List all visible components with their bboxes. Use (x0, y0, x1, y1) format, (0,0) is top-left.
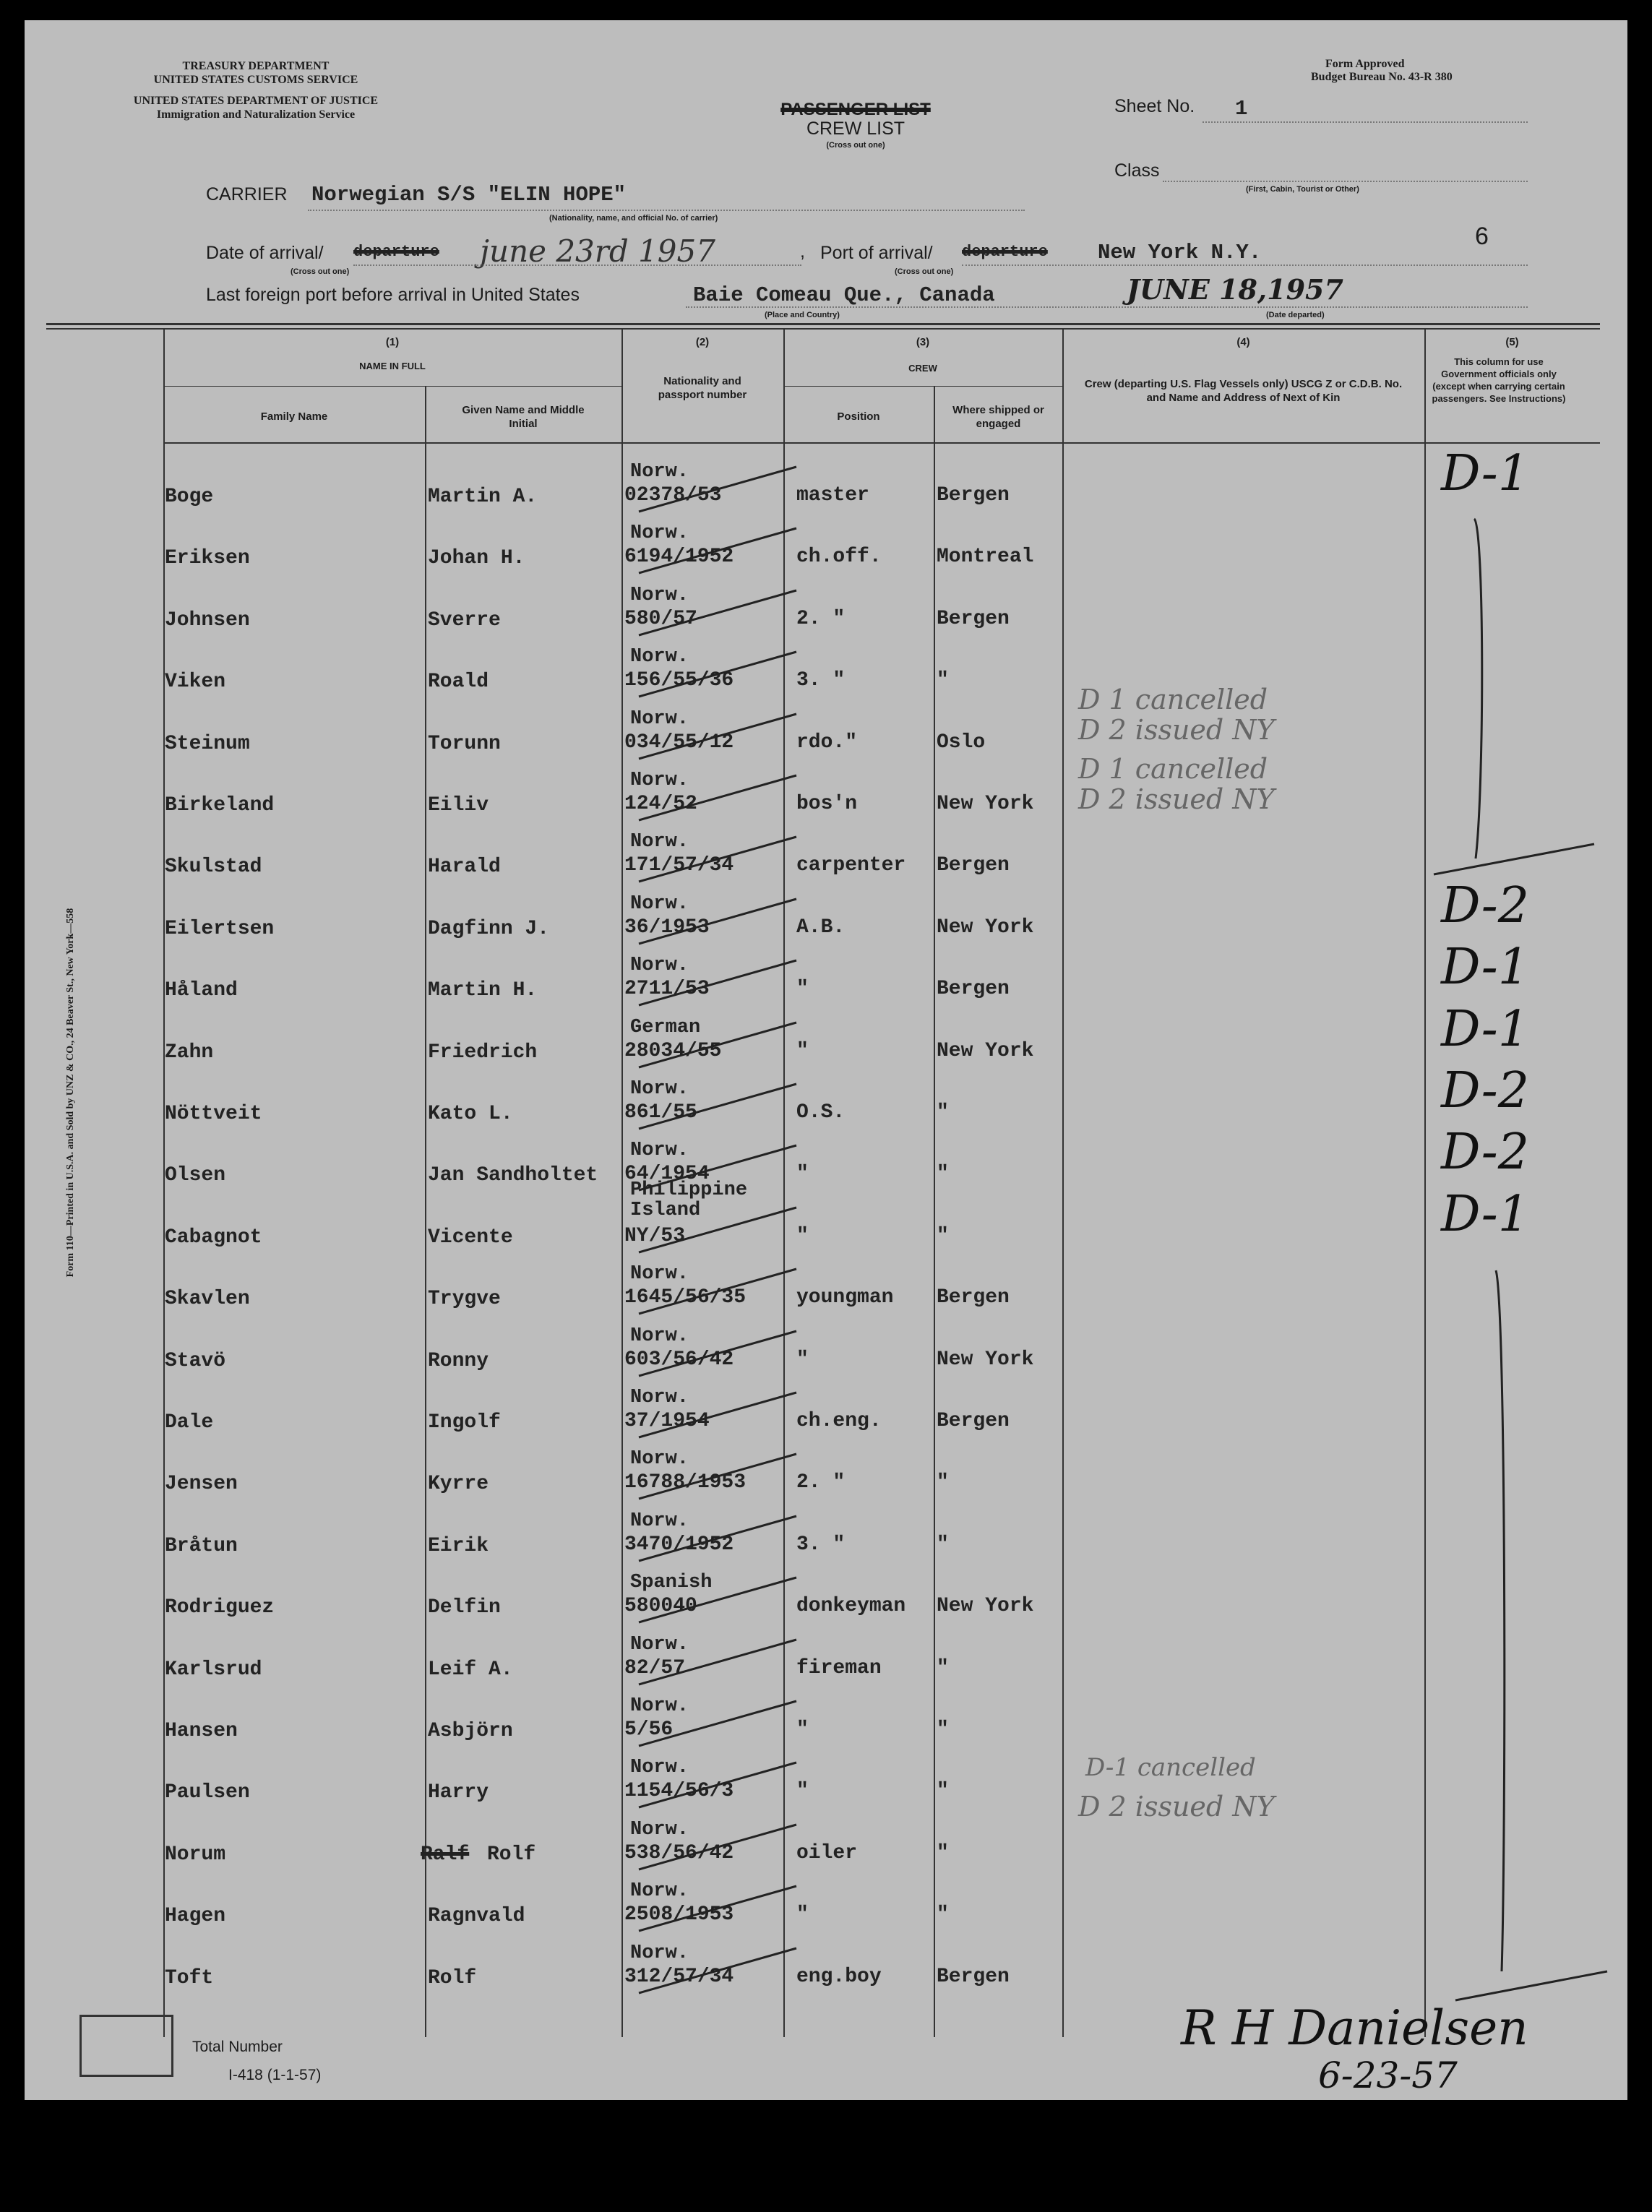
official-d-mark: D-1 (1441, 939, 1530, 996)
passport-cell: 034/55/12 (624, 731, 734, 754)
position-cell: ch.eng. (796, 1410, 882, 1432)
position-cell: oiler (796, 1842, 858, 1864)
shipped-cell: Oslo (937, 731, 986, 754)
passport-cell: 124/52 (624, 793, 697, 815)
shipped-cell: New York (937, 1040, 1034, 1062)
passport-cell: 28034/55 (624, 1040, 722, 1062)
passport-slash (639, 1023, 796, 1067)
col5-number: (5) (1505, 336, 1519, 348)
official-d-mark: D-1 (1441, 1186, 1530, 1243)
position-cell: rdo." (796, 731, 858, 754)
form-approved: Form Approved (1325, 58, 1405, 70)
nationality-cell: Spanish (630, 1572, 713, 1593)
shipped-cell: " (937, 1101, 949, 1124)
given-name-cell: Torunn (428, 733, 501, 755)
family-name-cell: Eriksen (165, 547, 250, 569)
shipped-cell: New York (937, 1595, 1034, 1617)
shipped-cell: New York (937, 1348, 1034, 1371)
col1-title: NAME IN FULL (359, 361, 426, 371)
col1-number: (1) (385, 336, 400, 348)
position-cell: " (796, 1163, 809, 1185)
official-d-mark: D-1 (1441, 1001, 1530, 1058)
nationality-cell: Norw. (630, 770, 689, 791)
port-arrival-value: New York N.Y. (1098, 241, 1262, 264)
note-birkeland-line1: D 1 cancelled (1078, 753, 1268, 785)
given-name-cell: Friedrich (428, 1041, 538, 1064)
nationality-cell: Norw. (630, 1695, 689, 1717)
passport-slash (639, 1825, 796, 1869)
nationality-cell: Norw. (630, 1510, 689, 1532)
passport-slash (639, 775, 796, 820)
given-name-cell: Leif A. (428, 1658, 513, 1681)
sheet-no-label: Sheet No. (1114, 96, 1195, 116)
position-cell: " (796, 1348, 809, 1371)
nationality-cell: Norw. (630, 955, 689, 976)
date-arrival-value: june 23rd 1957 (480, 233, 715, 269)
passport-cell: 861/55 (624, 1101, 697, 1124)
passport-slash (639, 1516, 796, 1561)
position-cell: 2. " (796, 1471, 846, 1494)
official-d-mark: D-1 (1441, 445, 1530, 502)
date-arrival-label: Date of arrival/ (206, 243, 324, 263)
date-departed-note: (Date departed) (1266, 311, 1325, 319)
passport-cell: 6194/1952 (624, 546, 734, 568)
passport-cell: 156/55/36 (624, 669, 734, 692)
position-cell: " (796, 1718, 809, 1741)
given-name-cell: Delfin (428, 1596, 501, 1619)
family-name-cell: Bråtun (165, 1535, 238, 1557)
date-departure-crossed: departure (353, 243, 439, 261)
passport-slash (639, 899, 796, 944)
passport-slash (639, 652, 796, 697)
given-name-cell: Ragnvald (428, 1905, 525, 1927)
shipped-cell: New York (937, 793, 1034, 815)
given-name-cell: Trygve (428, 1288, 501, 1310)
passport-slash (639, 714, 796, 759)
position-cell: bos'n (796, 793, 858, 815)
given-name-crossed: Ralf (421, 1843, 470, 1866)
nationality-cell: Norw. (630, 1325, 689, 1347)
port-departure-crossed: departure (962, 243, 1048, 261)
passport-cell: 1645/56/35 (624, 1286, 747, 1309)
note-hansen-line2: D 2 issued NY (1078, 1791, 1275, 1822)
family-name-cell: Toft (165, 1967, 214, 1989)
family-name-cell: Dale (165, 1411, 214, 1434)
family-name-cell: Olsen (165, 1164, 226, 1187)
family-name-cell: Stavö (165, 1350, 226, 1372)
crew-list-title: CREW LIST (806, 119, 905, 139)
agency-justice: UNITED STATES DEPARTMENT OF JUSTICE (133, 95, 379, 107)
shipped-cell: Bergen (937, 1286, 1010, 1309)
shipped-header: Where shipped or engaged (952, 404, 1044, 430)
shipped-cell: " (937, 1842, 949, 1864)
passport-cell: 1154/56/3 (624, 1780, 734, 1802)
position-cell: " (796, 1903, 809, 1926)
family-name-cell: Skavlen (165, 1288, 250, 1310)
shipped-cell: " (937, 1780, 949, 1802)
family-name-cell: Hansen (165, 1720, 238, 1742)
shipped-cell: Bergen (937, 1966, 1010, 1988)
position-cell: ch.off. (796, 546, 882, 568)
passport-cell: 02378/53 (624, 484, 722, 507)
nationality-cell: Norw. (630, 1942, 689, 1964)
nationality-cell: Norw. (630, 461, 689, 483)
family-name-cell: Håland (165, 979, 238, 1002)
nationality-cell: Norw. (630, 1757, 689, 1778)
position-cell: master (796, 484, 869, 507)
place-country-note: (Place and Country) (765, 311, 840, 319)
passport-cell: 312/57/34 (624, 1966, 734, 1988)
family-name-cell: Cabagnot (165, 1226, 262, 1249)
note-steinum-line2: D 2 issued NY (1078, 714, 1275, 746)
passport-slash (639, 528, 796, 573)
position-cell: donkeyman (796, 1595, 906, 1617)
passport-slash (639, 1454, 796, 1499)
note-birkeland-line2: D 2 issued NY (1078, 783, 1275, 815)
official-d-mark: D-2 (1441, 877, 1530, 934)
given-name-cell: Harry (428, 1781, 489, 1804)
shipped-cell: Bergen (937, 854, 1010, 877)
given-name-cell: Roald (428, 671, 489, 693)
given-name-cell: Harald (428, 856, 501, 878)
family-name-cell: Steinum (165, 733, 250, 755)
family-name-cell: Boge (165, 486, 214, 508)
page-mark: 6 (1475, 223, 1489, 250)
given-name-cell: Sverre (428, 609, 501, 632)
given-name-cell: Vicente (428, 1226, 513, 1249)
family-name-cell: Viken (165, 671, 226, 693)
col2-title: Nationality and passport number (658, 375, 747, 401)
position-header: Position (837, 410, 880, 423)
passport-cell: 2508/1953 (624, 1903, 734, 1926)
title-cross-note: (Cross out one) (826, 141, 885, 150)
position-cell: 3. " (796, 669, 846, 692)
agency-customs: UNITED STATES CUSTOMS SERVICE (153, 74, 358, 86)
family-name-cell: Norum (165, 1843, 226, 1866)
agency-ins: Immigration and Naturalization Service (156, 108, 356, 121)
shipped-cell: New York (937, 916, 1034, 939)
passport-cell: NY/53 (624, 1225, 686, 1247)
passport-cell: 2711/53 (624, 978, 710, 1000)
col2-number: (2) (695, 336, 710, 348)
total-number-box (79, 2015, 173, 2077)
given-name-cell: Jan Sandholtet (428, 1164, 598, 1187)
family-name-cell: Birkeland (165, 794, 275, 817)
given-name-cell: Kato L. (428, 1103, 513, 1125)
passport-slash (639, 590, 796, 635)
family-name-cell: Zahn (165, 1041, 214, 1064)
foreign-port-label: Last foreign port before arrival in United States (206, 285, 580, 305)
shipped-cell: " (937, 1163, 949, 1185)
carrier-value: Norwegian S/S "ELIN HOPE" (311, 183, 627, 207)
passenger-list-crossed: PASSENGER LIST (780, 100, 931, 119)
shipped-cell: " (937, 1471, 949, 1494)
position-cell: youngman (796, 1286, 894, 1309)
passport-slash (639, 1269, 796, 1314)
passport-check-marks (25, 20, 1627, 2100)
port-cross-note: (Cross out one) (895, 267, 954, 276)
position-cell: " (796, 1780, 809, 1802)
nationality-cell: German (630, 1017, 701, 1038)
note-steinum-line1: D 1 cancelled (1078, 684, 1268, 715)
signature: R H Danielsen (1181, 2000, 1528, 2056)
nationality-cell: Norw. (630, 1634, 689, 1656)
passport-slash (639, 1084, 796, 1129)
passport-slash (639, 467, 796, 512)
passport-slash (639, 1578, 796, 1622)
passport-cell: 5/56 (624, 1718, 674, 1741)
form-number: I-418 (1-1-57) (228, 2067, 322, 2083)
nationality-cell: Norw. (630, 1263, 689, 1285)
passport-slash (639, 960, 796, 1005)
nationality-cell: Norw. (630, 1078, 689, 1100)
nationality-cell: Norw. (630, 1387, 689, 1408)
sheet-no-value: 1 (1235, 97, 1248, 121)
col4-title: Crew (departing U.S. Flag Vessels only) USCG Z or C.D.B. No. and Name and Address of Next of Kin (1084, 378, 1403, 404)
crew-list-form (25, 20, 1627, 2100)
shipped-cell: " (937, 1225, 949, 1247)
shipped-cell: " (937, 1718, 949, 1741)
given-name-cell: Ingolf (428, 1411, 501, 1434)
position-cell: A.B. (796, 916, 846, 939)
col3-number: (3) (916, 336, 930, 348)
shipped-cell: " (937, 1533, 949, 1556)
passport-cell: 603/56/42 (624, 1348, 734, 1371)
passport-slash (639, 1948, 796, 1993)
col3-title: CREW (908, 363, 937, 374)
family-name-cell: Johnsen (165, 609, 250, 632)
nationality-cell: Norw. (630, 522, 689, 544)
given-name-cell: Dagfinn J. (428, 918, 550, 940)
shipped-cell: Bergen (937, 1410, 1010, 1432)
col5-title: This column for use Government officials only (except when carrying certain passengers. See Instructions) (1432, 356, 1566, 404)
passport-slash (639, 1640, 796, 1684)
position-cell: " (796, 978, 809, 1000)
shipped-cell: Montreal (937, 546, 1034, 568)
nationality-cell: Norw. (630, 585, 689, 606)
passport-slash (639, 837, 796, 882)
foreign-port-value: Baie Comeau Que., Canada (693, 283, 995, 307)
passport-slash (639, 1208, 796, 1252)
passport-slash (639, 1886, 796, 1931)
passport-slash (639, 1145, 796, 1190)
nationality-cell: Norw. (630, 831, 689, 853)
given-name-cell: Rolf (428, 1967, 477, 1989)
passport-cell: 36/1953 (624, 916, 710, 939)
shipped-cell: " (937, 1657, 949, 1679)
budget-bureau: Budget Bureau No. 43-R 380 (1311, 71, 1453, 83)
position-cell: 2. " (796, 608, 846, 630)
shipped-cell: Bergen (937, 608, 1010, 630)
shipped-cell: Bergen (937, 978, 1010, 1000)
nationality-cell: Norw. (630, 893, 689, 915)
nationality-cell: Norw. (630, 646, 689, 668)
official-d-mark: D-2 (1441, 1062, 1530, 1119)
position-cell: eng.boy (796, 1966, 882, 1988)
family-name-cell: Rodriguez (165, 1596, 275, 1619)
total-number-label: Total Number (192, 2039, 283, 2055)
family-name-cell: Jensen (165, 1473, 238, 1495)
passport-slash (639, 1331, 796, 1376)
passport-slash (639, 1393, 796, 1437)
family-name-cell: Hagen (165, 1905, 226, 1927)
shipped-cell: Bergen (937, 484, 1010, 507)
class-label: Class (1114, 160, 1160, 181)
given-name-cell: Kyrre (428, 1473, 489, 1495)
family-name-cell: Eilertsen (165, 918, 275, 940)
shipped-cell: " (937, 669, 949, 692)
position-cell: carpenter (796, 854, 906, 877)
departed-date-value: JUNE 18,1957 (1127, 273, 1343, 306)
position-cell: 3. " (796, 1533, 846, 1556)
agency-treasury: TREASURY DEPARTMENT (182, 60, 330, 72)
given-name-cell: Eiliv (428, 794, 489, 817)
date-comma: , (800, 241, 805, 262)
nationality-cell: Norw. (630, 708, 689, 730)
passport-slash (639, 1701, 796, 1746)
passport-slash (639, 1763, 796, 1807)
nationality-cell: Norw. (630, 1448, 689, 1470)
carrier-label: CARRIER (206, 184, 288, 205)
given-name-cell: Eirik (428, 1535, 489, 1557)
passport-cell: 171/57/34 (624, 854, 734, 877)
class-note: (First, Cabin, Tourist or Other) (1246, 185, 1359, 194)
signature-date: 6-23-57 (1318, 2054, 1458, 2096)
family-name-cell: Nöttveit (165, 1103, 262, 1125)
position-cell: " (796, 1040, 809, 1062)
nationality-cell: Norw. (630, 1140, 689, 1161)
col4-number: (4) (1236, 336, 1250, 348)
family-name-cell: Paulsen (165, 1781, 250, 1804)
position-cell: O.S. (796, 1101, 846, 1124)
given-name-cell: Ronny (428, 1350, 489, 1372)
given-name-cell: Martin H. (428, 979, 538, 1002)
passport-cell: 538/56/42 (624, 1842, 734, 1864)
passport-cell: 580/57 (624, 608, 697, 630)
nationality-cell: Philippine Island (630, 1179, 748, 1221)
family-name-cell: Karlsrud (165, 1658, 262, 1681)
shipped-cell: " (937, 1903, 949, 1926)
nationality-cell: Norw. (630, 1880, 689, 1902)
passport-cell: 16788/1953 (624, 1471, 747, 1494)
official-d-mark: D-2 (1441, 1124, 1530, 1181)
family-name-header: Family Name (260, 410, 328, 423)
given-name-cell: Rolf (487, 1843, 536, 1866)
position-cell: " (796, 1225, 809, 1247)
date-cross-note: (Cross out one) (291, 267, 350, 276)
given-name-cell: Martin A. (428, 486, 538, 508)
given-name-cell: Johan H. (428, 547, 525, 569)
position-cell: fireman (796, 1657, 882, 1679)
passport-cell: 64/1954 (624, 1163, 710, 1185)
given-name-header: Given Name and Middle Initial (462, 404, 585, 430)
passport-cell: 580040 (624, 1595, 697, 1617)
family-name-cell: Skulstad (165, 856, 262, 878)
note-hansen-line1: D-1 cancelled (1085, 1753, 1256, 1782)
passport-cell: 37/1954 (624, 1410, 710, 1432)
passport-cell: 3470/1952 (624, 1533, 734, 1556)
given-name-cell: Asbjörn (428, 1720, 513, 1742)
passport-cell: 82/57 (624, 1657, 686, 1679)
port-arrival-label: Port of arrival/ (820, 243, 933, 263)
printer-side-text: Form 110—Printed in U.S.A. and Sold by UNZ & CO., 24 Beaver St., New York—558 (65, 908, 76, 1278)
nationality-cell: Norw. (630, 1819, 689, 1841)
carrier-note: (Nationality, name, and official No. of carrier) (549, 214, 718, 223)
